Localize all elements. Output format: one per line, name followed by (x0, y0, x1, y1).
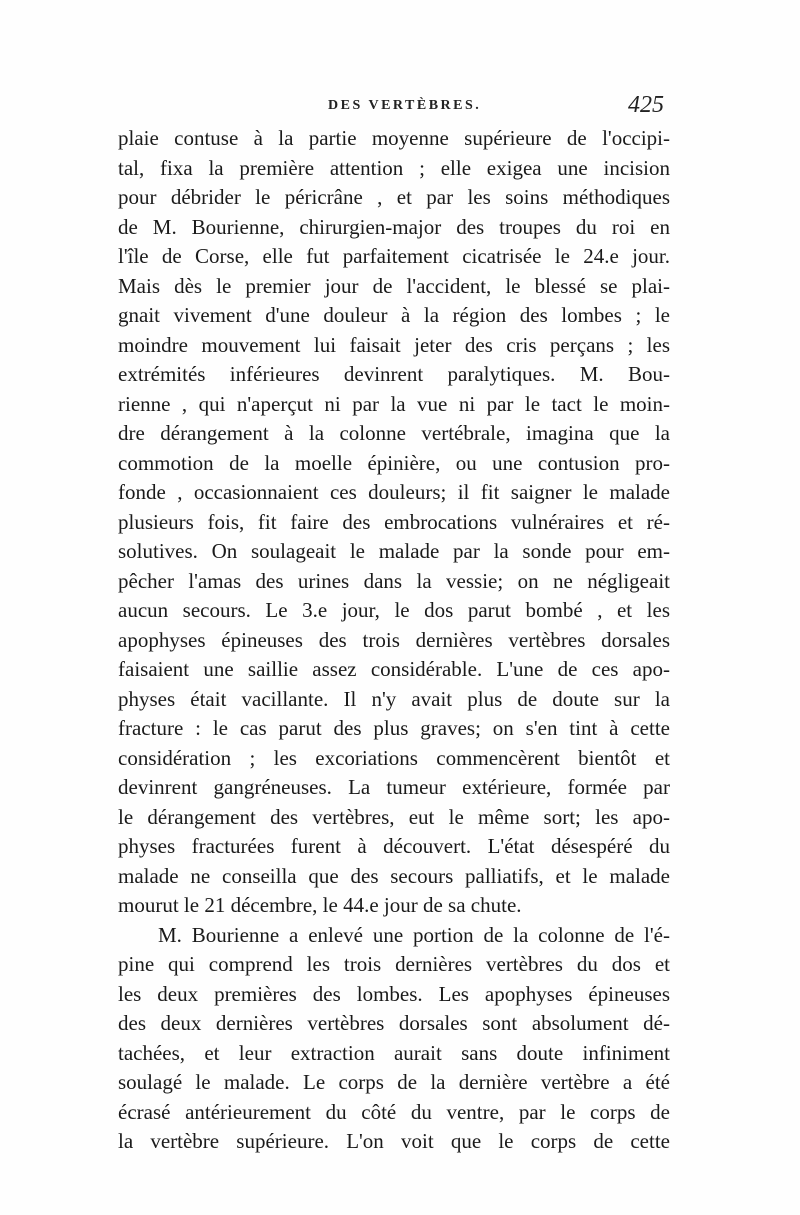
text-line: pine qui comprend les trois dernières vertèbres du dos et (118, 952, 670, 976)
text-line: faisaient une saillie assez considérable. L'une de ces apo- (118, 657, 670, 681)
text-line: fonde , occasionnaient ces douleurs; il fit saigner le malade (118, 480, 670, 504)
paragraph-end-line: mourut le 21 décembre, le 44.e jour de sa chute. (118, 893, 522, 917)
text-line: devinrent gangréneuses. La tumeur extérieure, formée par (118, 775, 670, 799)
text-line: de M. Bourienne, chirurgien-major des troupes du roi en (118, 214, 670, 239)
text-line: pour débrider le péricrâne , et par les soins méthodiques (118, 185, 670, 209)
text-line: la vertèbre supérieure. L'on voit que le corps de cette (118, 1129, 670, 1153)
text-line: l'île de Corse, elle fut parfaitement cicatrisée le 24.e jour. (118, 244, 670, 268)
text-line: tal, fixa la première attention ; elle exigea une incision (118, 155, 670, 180)
text-line: aucun secours. Le 3.e jour, le dos parut bombé , et les (118, 598, 670, 622)
text-line: commotion de la moelle épinière, ou une contusion pro- (118, 450, 670, 475)
text-line: gnait vivement d'une douleur à la région des lombes ; le (118, 303, 670, 327)
running-head (0, 92, 800, 128)
text-line: Mais dès le premier jour de l'accident, le blessé se plai- (118, 273, 670, 298)
running-title: DES VERTÈBRES. (328, 98, 482, 113)
text-line: moindre mouvement lui faisait jeter des cris perçans ; les (118, 332, 670, 357)
text-line: fracture : le cas parut des plus graves; on s'en tint à cette (118, 716, 670, 740)
page-number: 425 (628, 92, 664, 118)
text-line: soulagé le malade. Le corps de la dernière vertèbre a été (118, 1070, 670, 1094)
text-line: les deux premières des lombes. Les apophyses épineuses (118, 981, 670, 1006)
text-line: dre dérangement à la colonne vertébrale, imagina que la (118, 421, 670, 445)
text-line: plaie contuse à la partie moyenne supérieure de l'occipi- (118, 126, 670, 150)
text-line: physes fracturées furent à découvert. L'état désespéré du (118, 834, 670, 858)
text-line: extrémités inférieures devinrent paralytiques. M. Bou- (118, 362, 670, 386)
paragraph-start-line: M. Bourienne a enlevé une portion de la colonne de l'é- (158, 922, 670, 947)
text-line: physes était vacillante. Il n'y avait plus de doute sur la (118, 686, 670, 711)
text-line: plusieurs fois, fit faire des embrocations vulnéraires et ré- (118, 509, 670, 534)
body-text (118, 124, 670, 1157)
text-line: des deux dernières vertèbres dorsales sont absolument dé- (118, 1011, 670, 1035)
text-line: malade ne conseilla que des secours palliatifs, et le malade (118, 863, 670, 888)
text-line: considération ; les excoriations commencèrent bientôt et (118, 745, 670, 770)
text-line: le dérangement des vertèbres, eut le même sort; les apo- (118, 804, 670, 829)
text-line: écrasé antérieurement du côté du ventre, par le corps de (118, 1099, 670, 1124)
text-line: apophyses épineuses des trois dernières vertèbres dorsales (118, 627, 670, 652)
text-line: rienne , qui n'aperçut ni par la vue ni par le tact le moin- (118, 391, 670, 416)
text-line: solutives. On soulageait le malade par la sonde pour em- (118, 539, 670, 563)
text-line: tachées, et leur extraction aurait sans doute infiniment (118, 1040, 670, 1065)
text-line: pêcher l'amas des urines dans la vessie; on ne négligeait (118, 568, 670, 593)
